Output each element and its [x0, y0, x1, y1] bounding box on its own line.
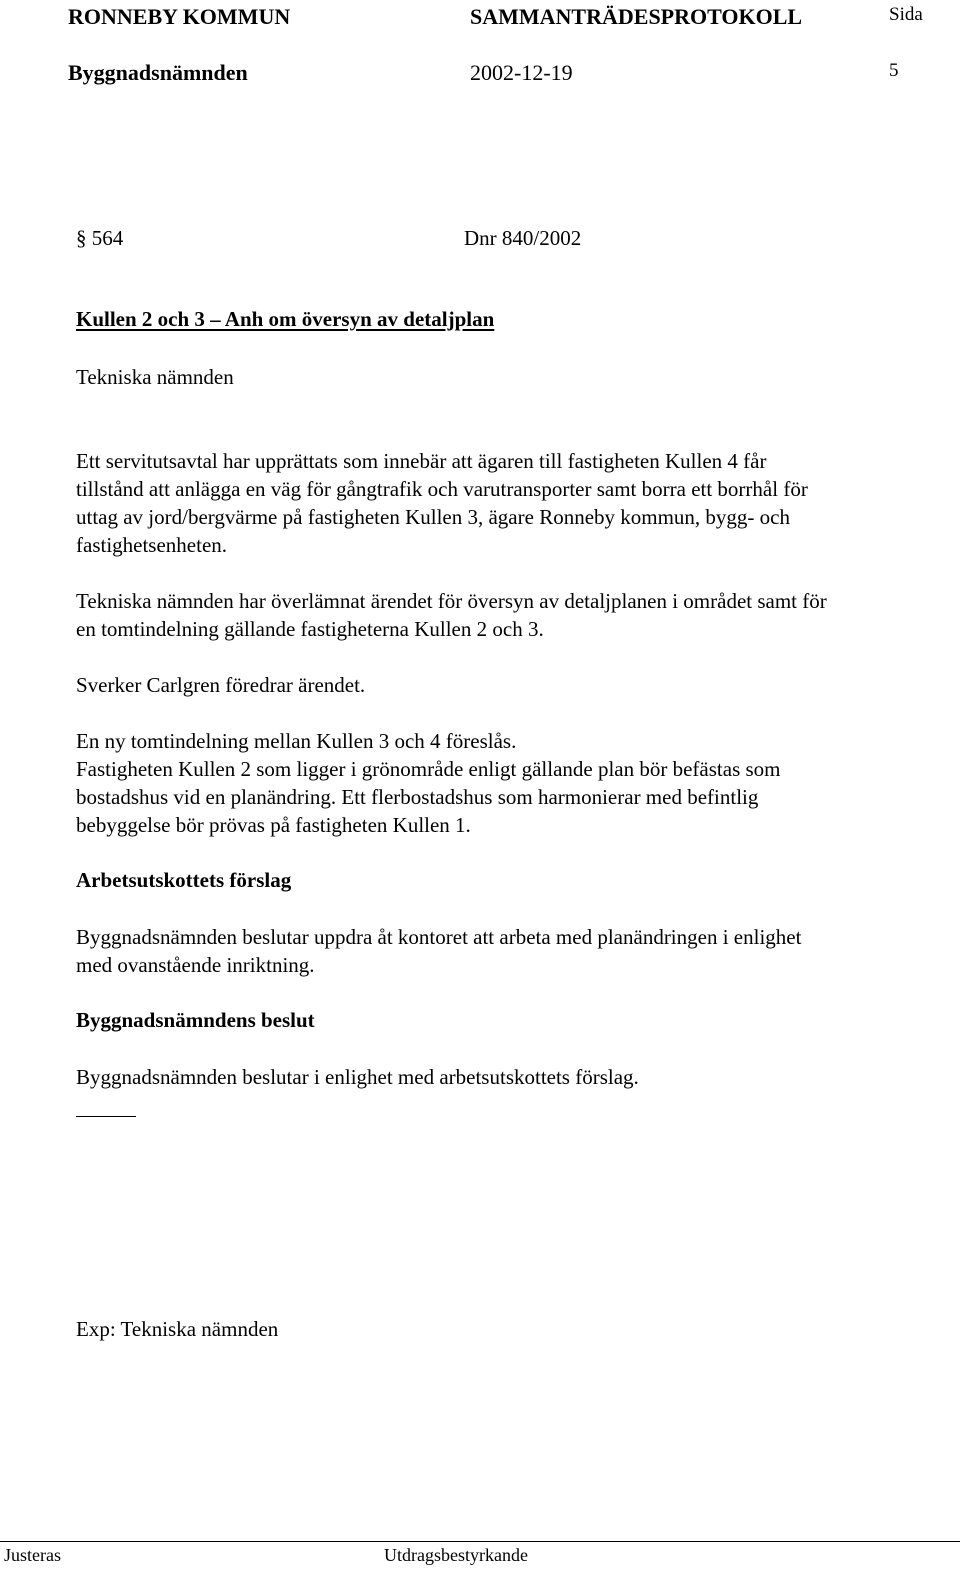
paragraph-servitude [76, 447, 956, 559]
dispatch-note: Exp: Tekniska nämnden [76, 1317, 279, 1341]
text-line: med ovanstående inriktning. [76, 953, 315, 977]
divider-line [76, 1116, 136, 1117]
text-line: Fastigheten Kullen 2 som ligger i grönområde enligt gällande plan bör befästas som [76, 757, 781, 781]
document-type: SAMMANTRÄDESPROTOKOLL [470, 4, 803, 29]
text-line: bostadshus vid en planändring. Ett flerbostadshus som harmonierar med befintlig [76, 785, 759, 809]
dnr: Dnr 840/2002 [464, 226, 582, 250]
meeting-date: 2002-12-19 [470, 60, 573, 85]
text-line: Byggnadsnämnden beslutar uppdra åt kontoret att arbeta med planändringen i enlighet [76, 925, 802, 949]
text-line: Tekniska nämnden har överlämnat ärendet för översyn av detaljplanen i området samt för [76, 589, 827, 613]
municipality-name: RONNEBY KOMMUN [68, 4, 291, 29]
text-line: bebyggelse bör prövas på fastigheten Kullen 1. [76, 813, 471, 837]
text-line: uttag av jord/bergvärme på fastigheten Kullen 3, ägare Ronneby kommun, bygg- och [76, 505, 790, 529]
paragraph-presenter [76, 671, 956, 699]
footer-rule [0, 1541, 960, 1542]
proposal-heading: Arbetsutskottets förslag [76, 868, 292, 892]
text-line: en tomtindelning gällande fastigheterna Kullen 2 och 3. [76, 617, 544, 641]
text-line: Sverker Carlgren föredrar ärendet. [76, 673, 366, 697]
footer-utdragsbestyrkande: Utdragsbestyrkande [384, 1545, 528, 1565]
item-number: 564 [91, 226, 124, 250]
text-line: tillstånd att anlägga en väg för gångtrafik och varutransporter samt borra ett borrhål för [76, 477, 808, 501]
decision-heading: Byggnadsnämndens beslut [76, 1008, 315, 1032]
text-line: Byggnadsnämnden beslutar i enlighet med arbetsutskottets förslag. [76, 1065, 639, 1089]
paragraph-proposal-details [76, 727, 956, 839]
text-line: En ny tomtindelning mellan Kullen 3 och 4 föreslås. [76, 729, 517, 753]
page-label: Sida [889, 4, 923, 25]
committee-name: Byggnadsnämnden [68, 60, 248, 85]
decision-text [76, 1063, 956, 1091]
text-line: fastighetsenheten. [76, 533, 228, 557]
proposal-text [76, 923, 956, 979]
item-number-line [76, 224, 123, 252]
paragraph-referral [76, 587, 956, 643]
item-title: Kullen 2 och 3 – Anh om översyn av detaljplan [76, 307, 495, 331]
section-sign: § [76, 226, 87, 250]
applicant: Tekniska nämnden [76, 365, 234, 389]
footer-justeras: Justeras [4, 1545, 61, 1565]
page-number: 5 [889, 60, 899, 81]
text-line: Ett servitutsavtal har upprättats som innebär att ägaren till fastigheten Kullen 4 får [76, 449, 767, 473]
